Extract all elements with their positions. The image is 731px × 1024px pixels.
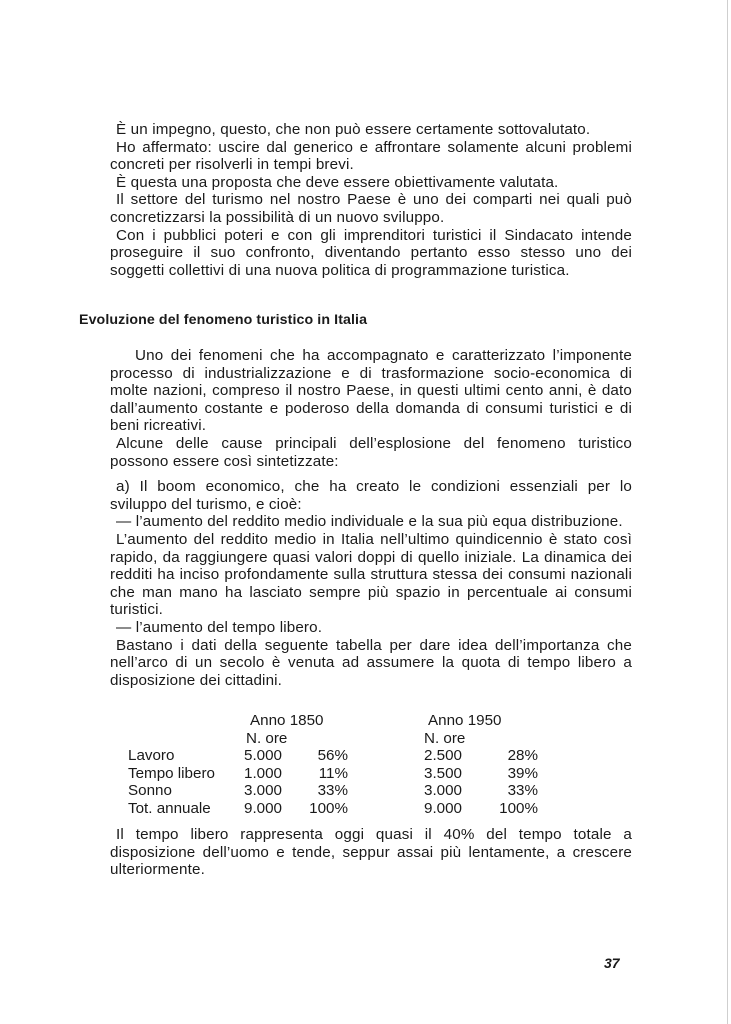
percent-1950: 33% [507,782,538,800]
percent-1950: 100% [499,799,538,817]
closing-text-block [110,826,632,879]
intro-paragraph: È questa una proposta che deve essere obiettivamente valutata. [116,173,559,191]
body-text-block [110,347,632,689]
percent-1850: 56% [317,747,348,765]
hours-1950: 2.500 [424,747,463,765]
year-header-1850: Anno 1850 [250,712,324,729]
table-header-row [128,712,538,730]
intro-paragraph: Il settore del turismo nel nostro Paese è uno dei comparti nei quali può concretizzarsi la possibilità di un nuovo sviluppo. [110,191,632,226]
intro-paragraph: Ho affermato: uscire dal generico e affrontare solamente alcuni problemi concreti per risolverli in tempi brevi. [110,138,632,174]
section-title: Evoluzione del fenomeno turistico in Italia [79,312,368,328]
body-paragraph: Bastano i dati della seguente tabella per dare idea dell’importanza che nell’arco di un secolo è venuta ad assumere la quota di tempo libero a disposizione dei cittadini. [110,636,632,689]
body-paragraph: Alcune delle cause principali dell’esplosione del fenomeno turistico possono essere così sintetizzate: [110,434,632,470]
unit-header-1850: N. ore [246,729,288,747]
percent-1850: 33% [317,782,348,800]
table-row [128,747,538,765]
row-label: Lavoro [128,747,175,765]
percent-1850: 11% [318,764,348,782]
percent-1950: 39% [507,764,538,782]
row-label: Tempo libero [128,764,215,782]
table-unit-row [128,730,538,748]
year-header-1950: Anno 1950 [428,712,502,729]
body-paragraph: Uno dei fenomeni che ha accompagnato e caratterizzato l’imponente processo di industrializzazione e di trasformazione socio-economica di molte nazioni, compreso il nostro Paese, in questi ultimi cento anni, è dato dall’aumento costante e poderoso della domanda di consumi turistici e di beni ricreativi. [110,347,632,435]
percent-1850: 100% [309,799,348,817]
intro-text-block [110,121,632,279]
body-paragraph: a) Il boom economico, che ha creato le condizioni essenziali per lo sviluppo del turismo, e cioè: [110,478,632,513]
page-number: 37 [604,955,620,971]
time-use-table [128,712,538,818]
table-row [128,765,538,783]
hours-1950: 3.500 [424,764,463,782]
scan-edge-line [727,0,728,1024]
hours-1850: 9.000 [244,799,283,817]
body-paragraph: — l’aumento del reddito medio individuale e la sua più equa distribuzione. [116,513,623,531]
hours-1950: 9.000 [424,799,463,817]
hours-1850: 3.000 [244,782,283,800]
hours-1950: 3.000 [424,782,463,800]
body-paragraph: L’aumento del reddito medio in Italia nell’ultimo quindicennio è stato così rapido, da raggiungere quasi valori doppi di quello iniziale. La dinamica dei redditi ha inciso profondamente sulla struttura stessa dei consumi nazionali che man mano ha lasciato sempre più spazio in percentuale ai consumi turistici. [110,530,632,619]
intro-paragraph: Con i pubblici poteri e con gli imprenditori turistici il Sindacato intende proseguire il suo confronto, diventando pertanto esso stesso uno dei soggetti collettivi di una nuova politica di programmazione turistica. [110,226,632,279]
table-row [128,800,538,818]
table-row [128,782,538,800]
intro-paragraph: È un impegno, questo, che non può essere certamente sottovalutato. [116,121,591,138]
closing-paragraph: Il tempo libero rappresenta oggi quasi il 40% del tempo totale a disposizione dell’uomo e tende, seppur assai più lentamente, a crescere ulteriormente. [110,826,632,879]
unit-header-1950: N. ore [424,729,466,747]
row-label: Tot. annuale [128,799,211,817]
hours-1850: 1.000 [244,764,283,782]
body-paragraph: — l’aumento del tempo libero. [116,618,323,636]
row-label: Sonno [128,782,172,800]
percent-1950: 28% [507,747,538,765]
hours-1850: 5.000 [244,747,283,765]
